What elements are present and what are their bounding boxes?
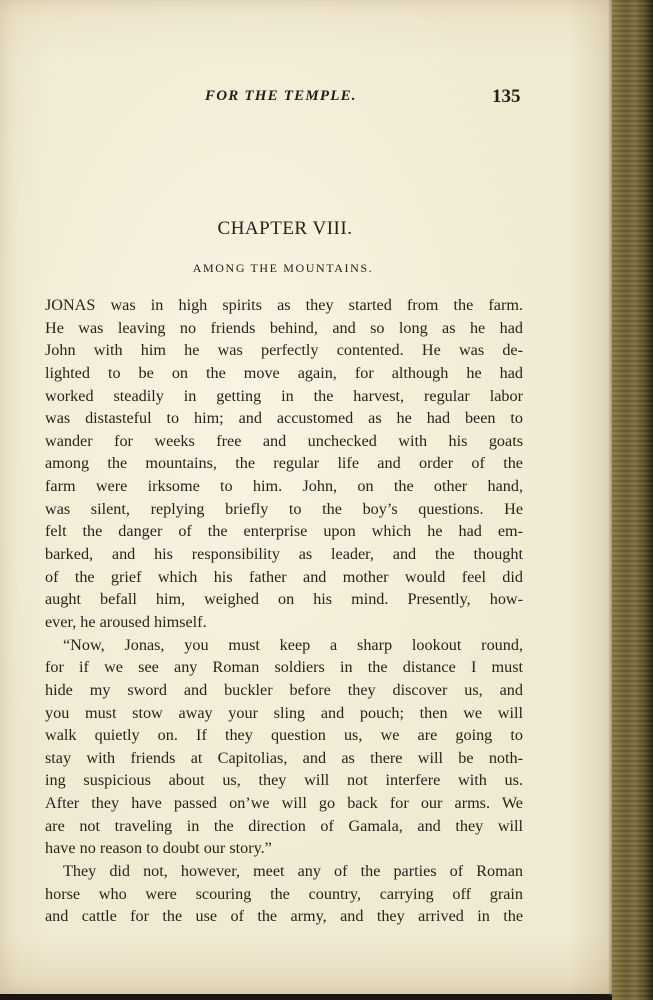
- text-line: and cattle for the use of the army, and they arrived in the: [45, 907, 523, 926]
- text-line: John with him he was perfectly contented. He was de-: [45, 341, 523, 360]
- text-line: for if we see any Roman soldiers in the distance I must: [45, 658, 523, 677]
- text-line: have no reason to doubt our story.”: [45, 839, 272, 858]
- text-line: farm were irksome to him. John, on the other hand,: [45, 477, 523, 496]
- text-line: was distasteful to him; and accustomed as he had been to: [45, 409, 523, 428]
- running-head: FOR THE TEMPLE.: [205, 88, 357, 104]
- text-line: He was leaving no friends behind, and so long as he had: [45, 318, 523, 337]
- text-line: ing suspicious about us, they will not interfere with us.: [45, 771, 523, 790]
- text-line: worked steadily in getting in the harvest, regular labor: [45, 386, 523, 405]
- text-line: After they have passed on’we will go back for our arms. We: [45, 794, 523, 813]
- text-line: JONAS was in high spirits as they started from the farm.: [45, 296, 523, 314]
- text-line: you must stow away your sling and pouch; then we will: [45, 703, 523, 722]
- text-line: was silent, replying briefly to the boy’s questions. He: [45, 499, 523, 518]
- text-line: of the grief which his father and mother would feel did: [45, 567, 523, 586]
- text-line: ever, he aroused himself.: [45, 612, 207, 631]
- text-line: aught befall him, weighed on his mind. Presently, how-: [45, 590, 523, 609]
- book-binding: [612, 0, 653, 1000]
- text-line: wander for weeks free and unchecked with his goats: [45, 431, 523, 450]
- text-line: walk quietly on. If they question us, we are going to: [45, 726, 523, 745]
- text-line: felt the danger of the enterprise upon which he had em-: [45, 522, 523, 541]
- text-line: horse who were scouring the country, carrying off grain: [45, 884, 523, 903]
- chapter-subtitle: AMONG THE MOUNTAINS.: [192, 261, 374, 275]
- body-text: [45, 294, 523, 928]
- text-line: lighted to be on the move again, for although he had: [45, 363, 523, 382]
- page-number: 135: [492, 86, 521, 107]
- text-line: stay with friends at Capitolias, and as there will be noth-: [45, 748, 523, 767]
- text-line: barked, and his responsibility as leader, and the thought: [45, 545, 523, 564]
- text-line: are not traveling in the direction of Gamala, and they will: [45, 816, 523, 835]
- chapter-title: CHAPTER VIII.: [217, 218, 353, 239]
- text-line: They did not, however, meet any of the parties of Roman: [63, 862, 523, 881]
- text-line: “Now, Jonas, you must keep a sharp lookout round,: [63, 635, 523, 654]
- text-line: among the mountains, the regular life and order of the: [45, 454, 523, 473]
- text-line: hide my sword and buckler before they discover us, and: [45, 680, 523, 699]
